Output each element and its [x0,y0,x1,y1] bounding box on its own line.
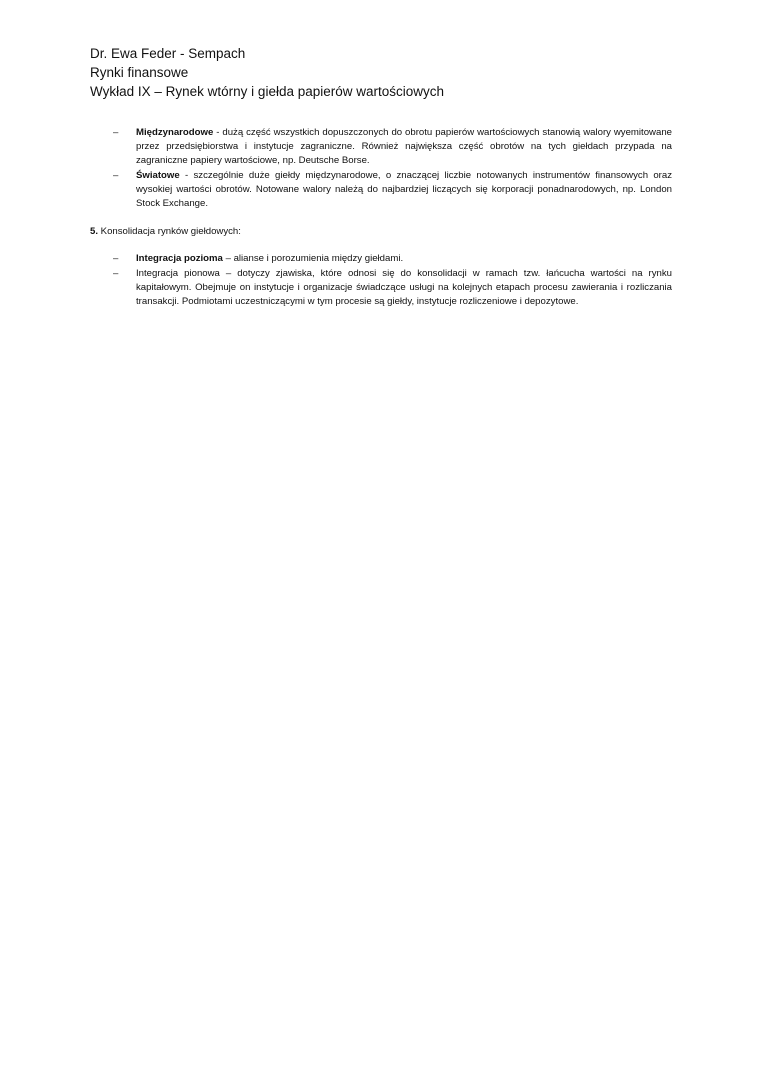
item-description: – alianse i porozumienia między giełdami. [222,253,404,265]
document-body [90,126,672,309]
dash-marker: – [113,127,119,138]
list-item [90,169,672,212]
list-item [90,126,672,169]
author-line: Dr. Ewa Feder - Sempach [90,46,246,61]
course-title: Rynki finansowe [90,65,189,80]
section-title: Konsolidacja rynków giełdowych: [98,226,241,238]
consolidation-list [90,252,672,309]
term-integracja-pozioma: Integracja pozioma [136,253,223,265]
dash-marker: – [113,169,119,181]
term-swiatowe: Światowe [136,169,180,181]
item-description: - szczególnie duże giełdy międzynarodowe, o znaczącej liczbie notowanych instrumentów finansowych oraz wysokiej wartości obrotów. Notowane walory należą do najbardziej liczących się korporacji ponadnarodowych, np. London Stock Exchange. [136,169,672,210]
term-miedzynarodowe: Międzynarodowe [136,127,214,138]
exchange-types-list [90,126,672,211]
page-header [90,44,690,101]
lecture-title: Wykład IX – Rynek wtórny i giełda papierów wartościowych [90,84,445,99]
list-item [90,267,672,310]
item-description: Integracja pionowa – dotyczy zjawiska, które odnosi się do konsolidacji w ramach tzw. łańcucha wartości na rynku kapitałowym. Obejmuje on instytucje i organizacje świadczące usługi na kolejnych etapach procesu zawierania i rozliczania transakcji. Podmiotami uczestniczącymi w tym procesie są giełdy, instytucje rozliczeniowe i depozytowe. [136,267,672,308]
section-number: 5. [90,226,99,238]
dash-marker: – [113,253,119,265]
dash-marker: – [113,267,119,279]
list-item [90,252,672,266]
section-heading [90,225,672,239]
item-description: - dużą część wszystkich dopuszczonych do obrotu papierów wartościowych stanowią walory wyemitowane przez przedsiębiorstwa i instytucje zagraniczne. Również największa część obrotów na tych giełdach przypada na zagraniczne papiery wartościowe, np. Deutsche Borse. [136,127,672,167]
